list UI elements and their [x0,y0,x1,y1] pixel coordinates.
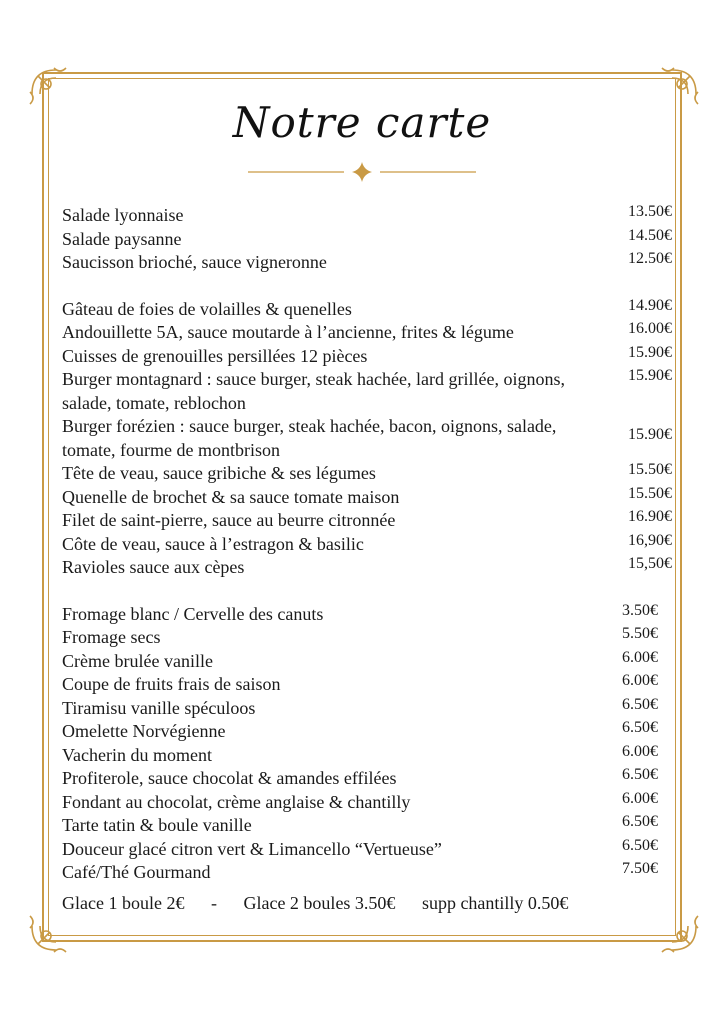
item-price: 16,90€ [628,531,672,549]
item-price: 16.00€ [628,320,672,337]
item-name: Saucisson brioché, sauce vigneronne [62,252,327,272]
item-price: 6.50€ [622,813,658,830]
item-name: Fromage blanc / Cervelle des canuts [62,603,324,624]
menu-item [62,556,688,580]
item-name: Gâteau de foies de volailles & quenelles [62,298,352,319]
ice-cream-line [62,893,662,914]
item-name: Coupe de fruits frais de saison [62,674,281,694]
menu-item [62,744,688,768]
item-name: Filet de saint-pierre, sauce au beurre citronnée [62,510,396,530]
item-price: 15.90€ [628,343,672,361]
item-price: 15.90€ [628,367,672,384]
item-name: Côte de veau, sauce à l’estragon & basilic [62,533,364,554]
menu-item [62,673,688,697]
item-price: 5.50€ [622,625,658,642]
menu-item [62,345,688,369]
item-name: Omelette Norvégienne [62,721,226,741]
star-ornament-icon [352,162,372,182]
menu-item [62,228,688,252]
item-price: 6.50€ [622,695,658,713]
item-name: Ravioles sauce aux cèpes [62,557,245,577]
menu-item [62,650,688,674]
item-price: 7.50€ [622,860,658,877]
item-name: Fromage secs [62,627,161,647]
menu-item [62,697,688,721]
item-name: Douceur glacé citron vert & Limancello “Vertueuse” [62,838,442,859]
chantilly-supplement: supp chantilly 0.50€ [421,893,569,913]
item-name: Burger forézien : sauce burger, steak hachée, bacon, oignons, salade, tomate, fourme de montbrison [62,416,557,460]
menu-section-mains [62,298,688,580]
menu-item [62,204,688,228]
item-price: 14.90€ [628,296,672,314]
item-name: Quenelle de brochet & sa sauce tomate maison [62,486,400,507]
menu-item [62,368,688,415]
menu-item [62,767,688,791]
menu-item [62,838,688,862]
item-price: 12.50€ [628,250,672,267]
item-name: Profiterole, sauce chocolat & amandes effilées [62,768,397,788]
menu-item [62,791,688,815]
item-price: 13.50€ [628,203,672,220]
item-name: Tête de veau, sauce gribiche & ses légumes [62,463,376,483]
item-price: 6.50€ [622,836,658,854]
menu-item [62,626,688,650]
menu-item [62,321,688,345]
item-price: 6.50€ [622,766,658,783]
item-price: 6.00€ [622,648,658,666]
item-name: Tarte tatin & boule vanille [62,815,252,835]
menu-item [62,533,688,557]
glace-two-scoops: Glace 2 boules 3.50€ [243,893,396,913]
menu-item [62,603,688,627]
menu-item [62,814,688,838]
menu-item [62,298,688,322]
menu-item [62,462,688,486]
title-divider [248,160,476,184]
item-price: 15,50€ [628,555,672,572]
item-price: 15.50€ [628,484,672,502]
item-name: Crème brulée vanille [62,650,213,671]
menu-item [62,486,688,510]
separator: - [210,893,217,913]
item-name: Cuisses de grenouilles persillées 12 pièces [62,345,368,366]
item-name: Andouillette 5A, sauce moutarde à l’ancienne, frites & légume [62,322,514,342]
item-price: 3.50€ [622,601,658,619]
item-name: Fondant au chocolat, crème anglaise & chantilly [62,791,411,812]
menu-item [62,509,688,533]
menu-section-desserts [62,603,688,885]
item-name: Tiramisu vanille spéculoos [62,697,256,718]
item-price: 16.90€ [628,508,672,525]
menu-item [62,251,688,275]
glace-one-scoop: Glace 1 boule 2€ [62,893,185,913]
item-price: 6.00€ [622,789,658,807]
page-title: Notre carte [232,98,492,147]
menu-section-starters [62,204,688,275]
menu-item [62,720,688,744]
item-name: Vacherin du moment [62,744,212,765]
item-price: 6.50€ [622,719,658,736]
item-price: 15.50€ [628,461,672,478]
item-name: Café/Thé Gourmand [62,862,211,882]
item-price: 6.00€ [622,672,658,689]
menu-item [62,861,688,885]
menu-list [62,204,688,885]
item-name: Salade paysanne [62,228,182,249]
item-price: 15.90€ [628,426,672,443]
item-price: 14.50€ [628,226,672,244]
item-name: Salade lyonnaise [62,205,184,225]
menu-item [62,415,688,462]
item-name: Burger montagnard : sauce burger, steak hachée, lard grillée, oignons, salade, tomate, reblochon [62,369,565,413]
item-price: 6.00€ [622,742,658,760]
